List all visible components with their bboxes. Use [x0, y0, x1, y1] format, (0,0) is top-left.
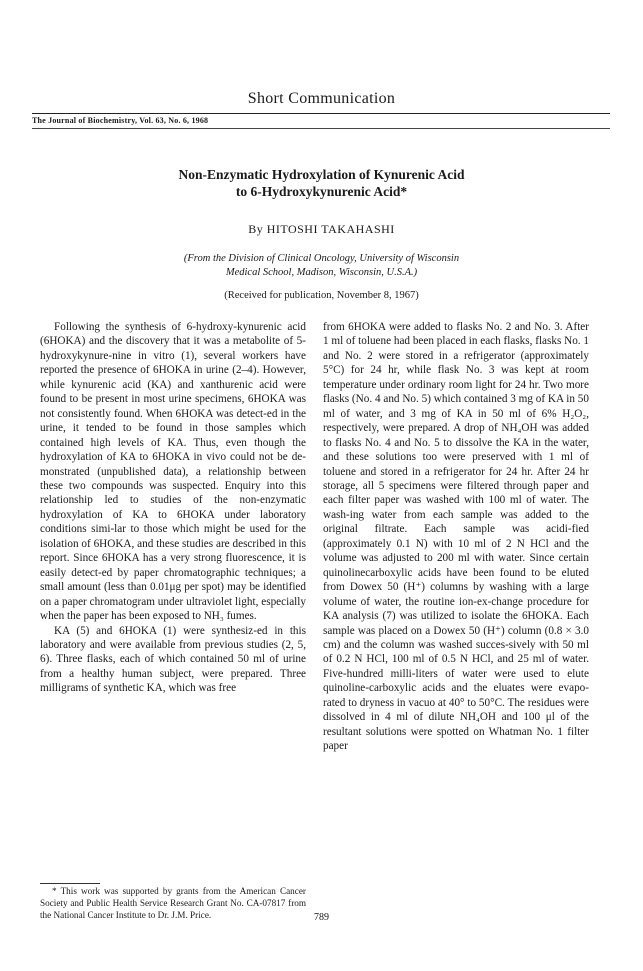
- paragraph-methods-continued: from 6HOKA were added to flasks No. 2 and No. 3. After 1 ml of toluene had been placed in each flasks, flasks No. 1 and No. 2 were stored in a refrigerator (approximately 5°C) for 24 hr, while flask No. 3 was kept at room temperature under ordinary room light for 24 hr. Two more flasks (No. 4 and No. 5) which contained 3 mg of KA in 50 ml of water, and 3 mg of KA in 50 ml of 6% H₂O₂, respectively, were prepared. A drop of NH₄OH was added to flasks No. 4 and No. 5 to dissolve the KA in the water, and these solutions too were preserved with 1 ml of toluene and stored in a refrigerator for 24 hr. After 24 hr storage, all 5 specimens were filtered through paper and each filter paper was washed with 100 ml of water. The wash-ing water from each sample was added to the original filtrate. Each sample was acidi-fied (approximately 0.1 N) with 10 ml of 2 N HCl and the volume was adjusted to 200 ml with water. Since certain quinolinecarboxylic acids have been found to be eluted from Dowex 50 (H⁺) columns by washing with a large volume of water, the routine ion-ex-change procedure for KA analysis (7) was utilized to isolate the 6HOKA. Each sample was placed on a Dowex 50 (H⁺) column (0.8 × 3.0 cm) and the column was washed succes-sively with 50 ml of 0.2 N HCl, 100 ml of 0.5 N HCl, and 25 ml of water. Five-hundred milli-liters of water were used to elute quinoline-carboxylic acids and the eluates were evapo-rated to dryness in vacuo at 40° to 50°C. The residues were dissolved in 4 ml of dilute NH₄OH and 100 μl of the resultant solutions were spotted on Whatman No. 1 filter paper: [323, 321, 589, 753]
- header-rule-lower: [32, 128, 610, 129]
- footnote-rule: [40, 883, 100, 884]
- right-column: [323, 320, 589, 754]
- paragraph-methods: KA (5) and 6HOKA (1) were synthesiz-ed in this laboratory and were available from previous studies (2, 5, 6). Three flasks, each of which contained 50 ml of urine from a healthy human subject, were prepared. Three milligrams of synthetic KA, which was free: [40, 624, 306, 695]
- left-column: [40, 320, 306, 696]
- page-number: 789: [314, 912, 329, 923]
- affiliation-line-2: Medical School, Madison, Wisconsin, U.S.A.): [225, 267, 418, 278]
- paragraph-introduction: Following the synthesis of 6-hydroxy-kynurenic acid (6HOKA) and the discovery that it was a metabolite of 5-hydroxykynure-nine in vitro (1), several workers have reported the presence of 6HOKA in urine (2–4). However, while kynurenic acid (KA) and xanthurenic acid were found to be present in most urine specimens, 6HOKA was not consistently found. When 6HOKA was detect-ed in the urine, it tended to be found in those samples which contained high levels of KA. Thus, even though the hydroxylation of KA to 6HOKA in vivo could not be de-monstrated (unpublished data), a relationship between these two compounds was suspected. Enquiry into this relationship led to studies of the non-enzymatic hydroxylation of KA to 6HOKA under laboratory conditions simi-lar to those which might be used for the isolation of 6HOKA, and these studies are described in this report. Since 6HOKA has a very strong fluorescence, it is easily detect-ed by paper chromatographic techniques; a small amount (less than 0.01μg per spot) may be identified on a paper chromatogram under ultraviolet light, especially when the paper has been exposed to NH₃ fumes.: [40, 321, 306, 623]
- section-label: Short Communication: [247, 90, 396, 107]
- footnote-text: * This work was supported by grants from the American Cancer Society and Public Health Service Research Grant No. CA-07817 from the National Cancer Institute to Dr. J.M. Price.: [40, 886, 306, 920]
- article-title: [60, 166, 583, 200]
- received-date: (Received for publication, November 8, 1967): [224, 290, 419, 301]
- title-line-1: Non-Enzymatic Hydroxylation of Kynurenic Acid: [178, 167, 465, 182]
- header-rule: [32, 113, 610, 114]
- journal-citation: The Journal of Biochemistry, Vol. 63, No. 6, 1968: [32, 116, 209, 125]
- author-byline: By HITOSHI TAKAHASHI: [248, 222, 395, 236]
- title-line-2: to 6-Hydroxykynurenic Acid*: [235, 184, 408, 199]
- author-affiliation: [100, 252, 543, 280]
- affiliation-line-1: (From the Division of Clinical Oncology, University of Wisconsin: [183, 253, 460, 264]
